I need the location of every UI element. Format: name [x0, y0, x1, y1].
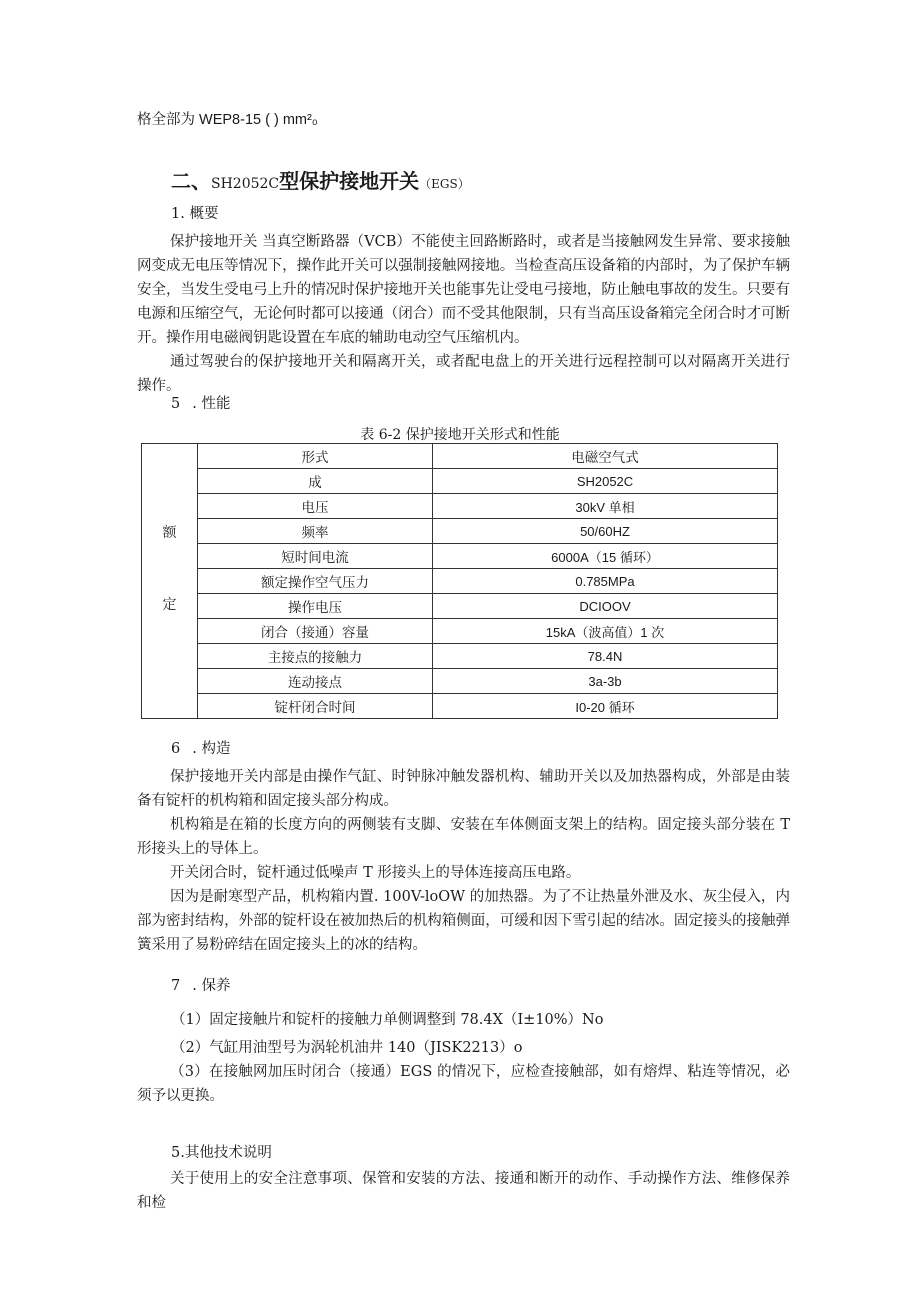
- table-row: [142, 569, 778, 594]
- table-row: [142, 619, 778, 644]
- maintenance-item-2: （2）气缸用油型号为涡轮机油井 140（JISK2213）o: [171, 1040, 523, 1056]
- row-value: 0.785MPa: [433, 569, 778, 594]
- group-label-cell: [142, 444, 198, 719]
- group-label-2: 定: [162, 597, 177, 613]
- structure-paragraph-2: 机构箱是在箱的长度方向的两侧装有支脚、安装在车体侧面支架上的结构。固定接头部分装在 T 形接头上的导体上。: [137, 817, 790, 857]
- row-label: 主接点的接触力: [198, 644, 433, 669]
- section-model: SH2052C: [211, 176, 280, 192]
- row-label: 连动接点: [198, 669, 433, 694]
- table-row: [142, 694, 778, 719]
- table-row: [142, 644, 778, 669]
- performance-heading: [171, 392, 230, 413]
- table-row: [142, 594, 778, 619]
- row-label: 额定操作空气压力: [198, 569, 433, 594]
- row-value: 78.4N: [433, 644, 778, 669]
- row-value: SH2052C: [433, 469, 778, 494]
- other-paragraph-1: 关于使用上的安全注意事项、保管和安装的方法、接通和断开的动作、手动操作方法、维修保养和检: [137, 1171, 790, 1211]
- table-row: [142, 494, 778, 519]
- row-label: 频率: [198, 519, 433, 544]
- structure-paragraph-3: 开关闭合时，锭杆通过低噪声 T 形接头上的导体连接高压电路。: [170, 865, 581, 881]
- row-label: 成: [198, 469, 433, 494]
- maintenance-heading-text: . 保养: [192, 978, 231, 994]
- section-suffix: （EGS）: [419, 177, 470, 191]
- maintenance-item-3: （3）在接触网加压时闭合（接通）EGS 的情况下，应检查接触部，如有熔焊、粘连等情况，必须予以更换。: [137, 1064, 790, 1104]
- row-value: 3a-3b: [433, 669, 778, 694]
- row-value: 50/60HZ: [433, 519, 778, 544]
- row-value: 30kV 单相: [433, 494, 778, 519]
- row-value: 15kA（波高值）1 次: [433, 619, 778, 644]
- row-value: I0-20 循环: [433, 694, 778, 719]
- row-label: 短时间电流: [198, 544, 433, 569]
- performance-table: [141, 443, 778, 719]
- table-row: [142, 519, 778, 544]
- maintenance-item-1: （1）固定接触片和锭杆的接触力单侧调整到 78.4X（I±10%）No: [171, 1012, 604, 1028]
- overview-paragraph-1: 保护接地开关 当真空断路器（VCB）不能使主回路断路时，或者是当接触网发生异常、要求接触网变成无电压等情况下，操作此开关可以强制接触网接地。当检查高压设备箱的内部时，为了保护车辆安全，当发生受电弓上升的情况时保护接地开关也能事先让受电弓接地，防止触电事故的发生。只要有电源和压缩空气，无论何时都可以接通（闭合）而不受其他限制，只有当高压设备箱完全闭合时才可断开。操作用电磁阀钥匙设置在车底的辅助电动空气压缩机内。: [137, 234, 790, 346]
- table-row: [142, 469, 778, 494]
- row-label: 操作电压: [198, 594, 433, 619]
- table-row: [142, 669, 778, 694]
- structure-paragraph-1: 保护接地开关内部是由操作气缸、时钟脉冲触发器机构、辅助开关以及加热器构成，外部是由装备有锭杆的机构箱和固定接头部分构成。: [137, 769, 790, 809]
- structure-paragraph-4: 因为是耐寒型产品，机构箱内置. 100V-loOW 的加热器。为了不让热量外泄及水、灰尘侵入，内部为密封结构，外部的锭杆设在被加热后的机构箱侧面，可缓和因下雪引起的结冰。固定接头的接触弹簧采用了易粉碎结在固定接头上的冰的结构。: [137, 889, 790, 953]
- overview-paragraph-2: 通过驾驶台的保护接地开关和隔离开关，或者配电盘上的开关进行远程控制可以对隔离开关进行操作。: [137, 354, 790, 394]
- row-value: 6000A（15 循环）: [433, 544, 778, 569]
- header-value: 电磁空气式: [433, 444, 778, 469]
- overview-heading: 1. 概要: [171, 206, 219, 222]
- performance-heading-text: . 性能: [192, 396, 231, 412]
- section-title: 型保护接地开关: [279, 169, 420, 193]
- row-value: DCIOOV: [433, 594, 778, 619]
- structure-heading-num: 6: [171, 741, 181, 757]
- table-header-row: [142, 444, 778, 469]
- section-heading: [171, 165, 470, 194]
- table-caption: 表 6-2 保护接地开关形式和性能: [360, 427, 560, 443]
- section-prefix: 二、: [171, 169, 211, 193]
- structure-heading: [171, 737, 230, 758]
- table-row: [142, 544, 778, 569]
- maintenance-heading: [171, 974, 230, 995]
- row-label: 电压: [198, 494, 433, 519]
- performance-heading-num: 5: [171, 396, 181, 412]
- group-label-1: 额: [162, 525, 177, 541]
- structure-heading-text: . 构造: [192, 741, 231, 757]
- header-label: 形式: [198, 444, 433, 469]
- maintenance-heading-num: 7: [171, 978, 181, 994]
- row-label: 锭杆闭合时间: [198, 694, 433, 719]
- other-heading: 5.其他技术说明: [171, 1145, 272, 1161]
- row-label: 闭合（接通）容量: [198, 619, 433, 644]
- top-line: 格全部为 WEP8-15 ( ) mm²₀: [137, 112, 318, 128]
